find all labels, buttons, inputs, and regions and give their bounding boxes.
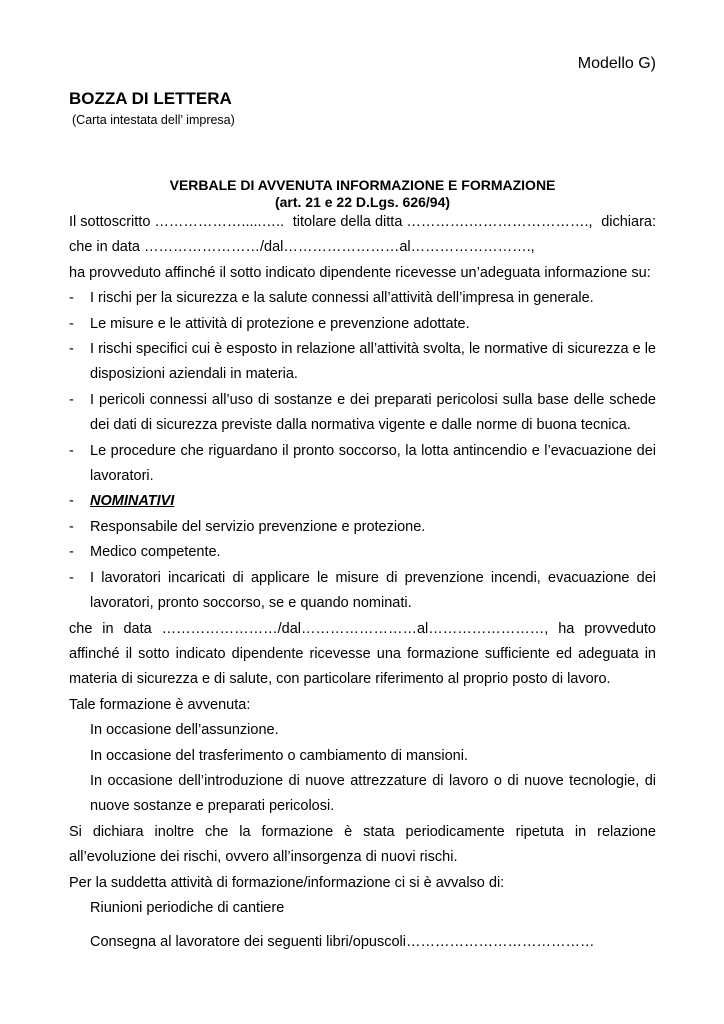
info-item: I pericoli connessi all’uso di sostanze e dei preparati pericolosi sulla base delle schede dei dati di sicurezza previste dalla normativa vigente e dalle norme di buona tecnica. (90, 391, 656, 434)
info-item: Le procedure che riguardano il pronto soccorso, la lotta antincendio e l’evacuazione dei lavoratori. (90, 442, 656, 485)
document-body (69, 210, 656, 956)
bullet-dash: - (69, 518, 74, 535)
list-item (69, 540, 656, 565)
bullet-dash: - (69, 569, 74, 586)
avvalso-item: Consegna al lavoratore dei seguenti libri/opuscoli………………………………… (90, 934, 595, 951)
bullet-dash: - (69, 315, 74, 332)
info-item: I rischi specifici cui è esposto in relazione all’attività svolta, le normative di sicurezza e le disposizioni aziendali in materia. (90, 341, 656, 383)
list-item (69, 439, 656, 490)
list-item (69, 388, 656, 439)
bullet-dash: - (69, 544, 74, 561)
nominativi-item: Medico competente. (90, 544, 221, 561)
info-item: I rischi per la sicurezza e la salute connessi all’attività dell’impresa in generale. (90, 290, 594, 307)
tale-formazione-label: Tale formazione è avvenuta: (69, 696, 251, 713)
list-item (69, 566, 656, 617)
ripetuta-paragraph: Si dichiara inoltre che la formazione è stata periodicamente ripetuta in relazione all’evoluzione dei rischi, ovvero all’insorgenza di nuovi rischi. (69, 823, 656, 866)
nominativi-label: NOMINATIVI (90, 493, 175, 510)
formazione-occasion: In occasione dell’assunzione. (90, 722, 279, 739)
list-item (69, 286, 656, 311)
document-heading (69, 177, 656, 211)
nominativi-item: Responsabile del servizio prevenzione e protezione. (90, 518, 426, 535)
bullet-dash: - (69, 493, 74, 510)
formazione-paragraph: che in data ……………………/dal……………………al……………………, ha provveduto affinché il sotto indicato dipendente ricevesse una formazione sufficiente ed adeguata in materia di sicurezza e di salute, con particolare riferimento al proprio posto di lavoro. (69, 620, 656, 688)
sottoscritto-mid: titolare della ditta ………….……………………., (292, 214, 593, 230)
avvalso-item: Riunioni periodiche di cantiere (90, 899, 285, 916)
sottoscritto-left: Il sottoscritto ……………….....….. (69, 214, 285, 230)
page-title: BOZZA DI LETTERA (69, 89, 232, 108)
heading-line-2: (art. 21 e 22 D.Lgs. 626/94) (274, 194, 451, 210)
subtitle: (Carta intestata dell’ impresa) (72, 113, 235, 127)
formazione-occasion: In occasione dell’introduzione di nuove attrezzature di lavoro o di nuove tecnologie, di nuove sostanze e preparati pericolosi. (90, 772, 656, 815)
list-item (69, 312, 656, 337)
data-line: che in data ……………………/dal……………………al……………………., (69, 239, 535, 256)
heading-line-1: VERBALE DI AVVENUTA INFORMAZIONE E FORMAZIONE (169, 177, 556, 193)
bullet-dash: - (69, 290, 74, 307)
bullet-dash: - (69, 391, 74, 408)
bullet-dash: - (69, 341, 74, 358)
formazione-occasion: In occasione del trasferimento o cambiamento di mansioni. (90, 747, 468, 764)
sottoscritto-right: dichiara: (601, 214, 656, 230)
list-item (69, 337, 656, 388)
list-item (69, 515, 656, 540)
sottoscritto-line (69, 210, 656, 235)
info-item: Le misure e le attività di protezione e prevenzione adottate. (90, 315, 470, 332)
avvalso-label: Per la suddetta attività di formazione/informazione ci si è avvalso di: (69, 874, 505, 891)
bullet-dash: - (69, 442, 74, 459)
modello-label: Modello G) (577, 55, 656, 72)
nominativi-item: I lavoratori incaricati di applicare le misure di prevenzione incendi, evacuazione dei lavoratori, pronto soccorso, se e quando nominati. (90, 569, 656, 612)
list-item (69, 489, 656, 514)
info-intro: ha provveduto affinché il sotto indicato dipendente ricevesse un’adeguata informazione su: (69, 264, 651, 281)
